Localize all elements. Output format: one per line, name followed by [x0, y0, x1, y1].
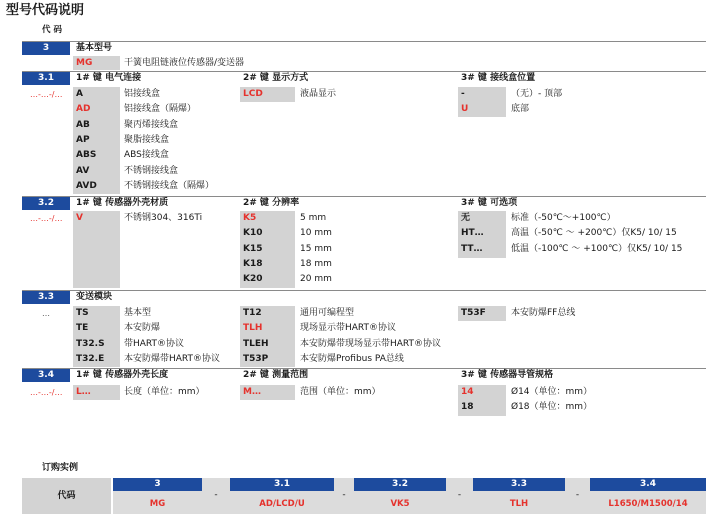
order-header-3.3: 3.3	[473, 478, 565, 491]
option-desc: Ø14（单位：mm）	[511, 387, 593, 397]
option-code: T32.S	[76, 338, 105, 349]
option-desc: 聚丙烯接线盒	[124, 119, 179, 130]
code-header: 代 码	[42, 25, 62, 35]
option-code: TS	[76, 308, 89, 318]
order-header-3.1: 3.1	[230, 478, 334, 491]
order-separator: -	[565, 478, 590, 514]
key1-title: 1# 键 传感器外壳长度	[76, 370, 169, 380]
option-desc: 现场显示带HART®协议	[300, 323, 397, 334]
option-desc: （无）- 顶部	[511, 89, 563, 99]
option-desc: 本安防爆带现场显示带HART®协议	[300, 338, 442, 349]
option-desc: 基本型	[124, 308, 152, 318]
option-code: T53P	[243, 353, 269, 364]
option-code: V	[76, 213, 83, 223]
option-code: A	[76, 89, 83, 99]
option-code: K20	[243, 274, 263, 285]
option-code: 18	[461, 402, 474, 413]
code-pattern: …	[42, 309, 50, 318]
option-desc: 20 mm	[300, 274, 332, 285]
option-desc: 长度（单位：mm）	[124, 387, 205, 397]
section-label: 基本型号	[76, 43, 113, 53]
option-code: L…	[76, 387, 91, 397]
key1-title: 1# 键 电气连接	[76, 73, 142, 83]
order-label: 代码	[57, 491, 76, 501]
option-code: TLH	[243, 323, 263, 334]
order-value: MG	[149, 499, 166, 509]
order-value: TLH	[509, 499, 529, 509]
order-value: VK5	[390, 499, 410, 509]
divider	[22, 290, 706, 291]
option-desc: 高温（-50℃ ～ +200℃）仅K5/ 10/ 15	[511, 228, 677, 239]
code-pattern: …-…-/…	[30, 214, 63, 223]
option-code: AP	[76, 134, 90, 145]
option-desc: 15 mm	[300, 243, 332, 254]
key2-title: 2# 键 分辨率	[243, 198, 300, 208]
option-desc: Ø18（单位：mm）	[511, 402, 593, 413]
key3-title: 3# 键 接线盒位置	[461, 73, 536, 83]
option-code: K15	[243, 243, 263, 254]
option-desc: 本安防爆带HART®协议	[124, 353, 221, 364]
option-code: -	[461, 89, 465, 99]
code-pattern: …-…-/…	[30, 388, 63, 397]
option-code: TLEH	[243, 338, 269, 349]
divider	[22, 41, 706, 42]
option-desc: 铝接线盒	[124, 89, 161, 99]
option-desc: 铝接线盒（隔爆）	[124, 104, 197, 115]
key2-title: 2# 键 显示方式	[243, 73, 309, 83]
option-desc: 本安防爆Profibus PA总线	[300, 353, 404, 364]
key3-title: 3# 键 可选项	[461, 198, 518, 208]
option-desc: 带HART®协议	[124, 338, 185, 349]
option-desc: 5 mm	[300, 213, 327, 223]
order-separator: -	[202, 478, 230, 514]
option-desc: 底部	[511, 104, 530, 115]
option-code: M…	[243, 387, 261, 397]
option-code: 14	[461, 387, 474, 397]
order-separator: -	[446, 478, 473, 514]
option-desc: 标准（-50℃～+100℃）	[511, 213, 616, 223]
order-header-3.4: 3.4	[590, 478, 706, 491]
option-code: AV	[76, 165, 90, 176]
option-desc: 不锈钢304、316Ti	[124, 213, 203, 223]
section-label: 变送模块	[76, 292, 113, 302]
option-code: 无	[461, 213, 471, 223]
code-desc: 干簧电阻链液位传感器/变送器	[124, 58, 245, 68]
code-mg: MG	[76, 58, 93, 68]
order-header-3.2: 3.2	[354, 478, 446, 491]
order-value: L1650/M1500/14	[608, 499, 688, 509]
order-separator: -	[334, 478, 354, 514]
option-code: U	[461, 104, 469, 115]
option-desc: 10 mm	[300, 228, 332, 239]
section-number: 3.2	[22, 197, 70, 210]
option-code: TT…	[461, 243, 483, 254]
page-title: 型号代码说明	[6, 3, 85, 18]
section-number: 3.3	[22, 291, 70, 304]
option-desc: 不锈钢接线盒	[124, 165, 179, 176]
key2-title: 2# 键 测量范围	[243, 370, 309, 380]
option-desc: 范围（单位：mm）	[300, 387, 381, 397]
option-desc: ABS接线盒	[124, 150, 169, 161]
option-desc: 通用可编程型	[300, 308, 355, 318]
order-header-3: 3	[113, 478, 202, 491]
key3-title: 3# 键 传感器导管规格	[461, 370, 554, 380]
option-desc: 低温（-100℃ ～ +100℃）仅K5/ 10/ 15	[511, 243, 683, 254]
section-number: 3.1	[22, 72, 70, 85]
section-number: 3	[22, 42, 70, 55]
option-code: AD	[76, 104, 91, 115]
option-desc: 本安防爆FF总线	[511, 308, 576, 318]
option-code: T12	[243, 308, 262, 318]
order-example-title: 订购实例	[42, 463, 79, 473]
option-code: HT…	[461, 228, 484, 239]
option-code: LCD	[243, 89, 263, 99]
order-value: AD/LCD/U	[259, 499, 305, 509]
option-code: TE	[76, 323, 89, 334]
option-code: AB	[76, 119, 90, 130]
option-code: AVD	[76, 180, 97, 191]
option-desc: 不锈钢接线盒（隔爆）	[124, 180, 215, 191]
option-code: T53F	[461, 308, 486, 318]
option-desc: 液晶显示	[300, 89, 337, 99]
option-desc: 聚脂接线盒	[124, 134, 170, 145]
option-code: K18	[243, 258, 263, 269]
code-pattern: …-…-/…	[30, 90, 63, 99]
option-desc: 本安防爆	[124, 323, 161, 334]
option-code: T32.E	[76, 353, 105, 364]
section-number: 3.4	[22, 369, 70, 382]
option-code: K5	[243, 213, 257, 223]
option-desc: 18 mm	[300, 258, 332, 269]
key1-title: 1# 键 传感器外壳材质	[76, 198, 169, 208]
option-code: K10	[243, 228, 263, 239]
option-code: ABS	[76, 150, 97, 161]
